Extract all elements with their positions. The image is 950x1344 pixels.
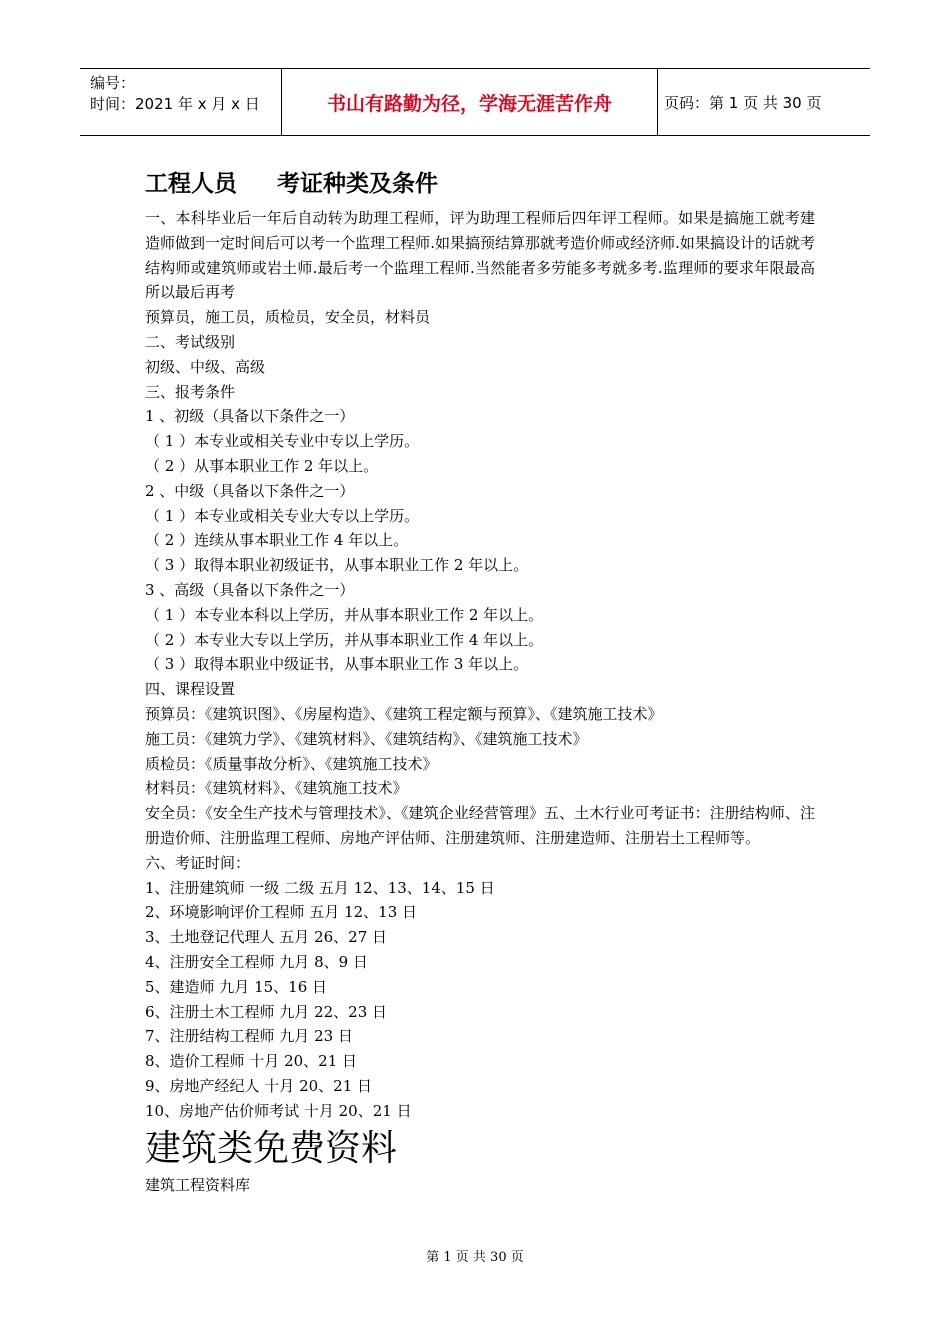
text-line: 预算员，施工员，质检员，安全员，材料员	[145, 308, 431, 327]
text-line: （ 1 ）本专业本科以上学历，并从事本职业工作 2 年以上。	[145, 605, 544, 624]
page-footer: 第 1 页 共 30 页	[426, 1250, 524, 1265]
text-line: （ 3 ）取得本职业初级证书，从事本职业工作 2 年以上。	[145, 556, 529, 575]
schedule-item: 4、注册安全工程师 九月 8、9 日	[145, 952, 368, 971]
schedule-item: 10、房地产估价师考试 十月 20、21 日	[145, 1101, 412, 1120]
text-line: 初级、中级、高级	[145, 357, 266, 376]
schedule-item: 2、环境影响评价工程师 五月 12、13 日	[145, 903, 418, 922]
schedule-list	[145, 876, 815, 1124]
body-lines	[145, 305, 815, 801]
big-heading: 建筑类免费资料	[145, 1128, 398, 1170]
schedule-item: 5、建造师 九月 15、16 日	[145, 977, 328, 996]
schedule-item: 1、注册建筑师 一级 二级 五月 12、13、14、15 日	[145, 878, 495, 897]
text-line: 2 、中级（具备以下条件之一）	[145, 481, 355, 500]
schedule-item: 7、注册结构工程师 九月 23 日	[145, 1027, 353, 1046]
small-caption: 建筑工程资料库	[145, 1176, 251, 1195]
document-title: 工程人员 考证种类及条件	[145, 171, 439, 197]
text-line: 四、课程设置	[145, 680, 236, 699]
motto-text: 书山有路勤为径，学海无涯苦作舟	[326, 92, 612, 115]
text-line: （ 2 ）本专业大专以上学历，并从事本职业工作 4 年以上。	[145, 630, 544, 649]
page-header	[80, 68, 870, 136]
text-line: 质检员：《质量事故分析》、《建筑施工技术》	[145, 754, 438, 773]
schedule-item: 9、房地产经纪人 十月 20、21 日	[145, 1076, 373, 1095]
safety-paragraph: 安全员：《安全生产技术与管理技术》、《建筑企业经营管理》五、土木行业可考证书：注册结构师、注册造价师、注册监理工程师、房地产评估师、注册建筑师、注册建造师、注册岩土工程师等。	[145, 804, 815, 847]
text-line: 材料员：《建筑材料》、《建筑施工技术》	[145, 779, 408, 798]
text-line: （ 1 ）本专业或相关专业中专以上学历。	[145, 432, 420, 451]
page-info: 页码：第 1 页 共 30 页	[664, 93, 822, 112]
text-line: 3 、高级（具备以下条件之一）	[145, 580, 355, 599]
schedule-heading: 六、考证时间：	[145, 853, 251, 872]
schedule-item: 3、土地登记代理人 五月 26、27 日	[145, 928, 388, 947]
text-line: 施工员：《建筑力学》、《建筑材料》、《建筑结构》、《建筑施工技术》	[145, 729, 588, 748]
text-line: 1 、初级（具备以下条件之一）	[145, 407, 355, 426]
text-line: 二、考试级别	[145, 332, 236, 351]
document-body	[145, 168, 815, 1197]
schedule-item: 8、造价工程师 十月 20、21 日	[145, 1052, 358, 1071]
header-meta-cell	[80, 69, 282, 135]
text-line: （ 2 ）连续从事本职业工作 4 年以上。	[145, 531, 409, 550]
intro-paragraph: 一、本科毕业后一年后自动转为助理工程师，评为助理工程师后四年评工程师。如果是搞施工就考建造师做到一定时间后可以考一个监理工程师.如果搞预结算那就考造价师或经济师.如果搞设计的话就考结构师或建筑师或岩土师.最后考一个监理工程师.当然能者多劳能多考就多考.监理师的要求年限最高所以最后再考	[145, 209, 815, 302]
schedule-item: 6、注册土木工程师 九月 22、23 日	[145, 1002, 388, 1021]
text-line: （ 1 ）本专业或相关专业大专以上学历。	[145, 506, 420, 525]
header-page-cell	[658, 69, 870, 135]
header-motto-cell	[282, 69, 658, 135]
text-line: 预算员：《建筑识图》、《房屋构造》、《建筑工程定额与预算》、《建筑施工技术》	[145, 704, 663, 723]
number-label: 编号：	[90, 74, 136, 92]
text-line: （ 3 ）取得本职业中级证书，从事本职业工作 3 年以上。	[145, 655, 529, 674]
text-line: （ 2 ）从事本职业工作 2 年以上。	[145, 456, 379, 475]
date-label: 时间：2021 年 x 月 x 日	[90, 95, 260, 113]
text-line: 三、报考条件	[145, 382, 236, 401]
